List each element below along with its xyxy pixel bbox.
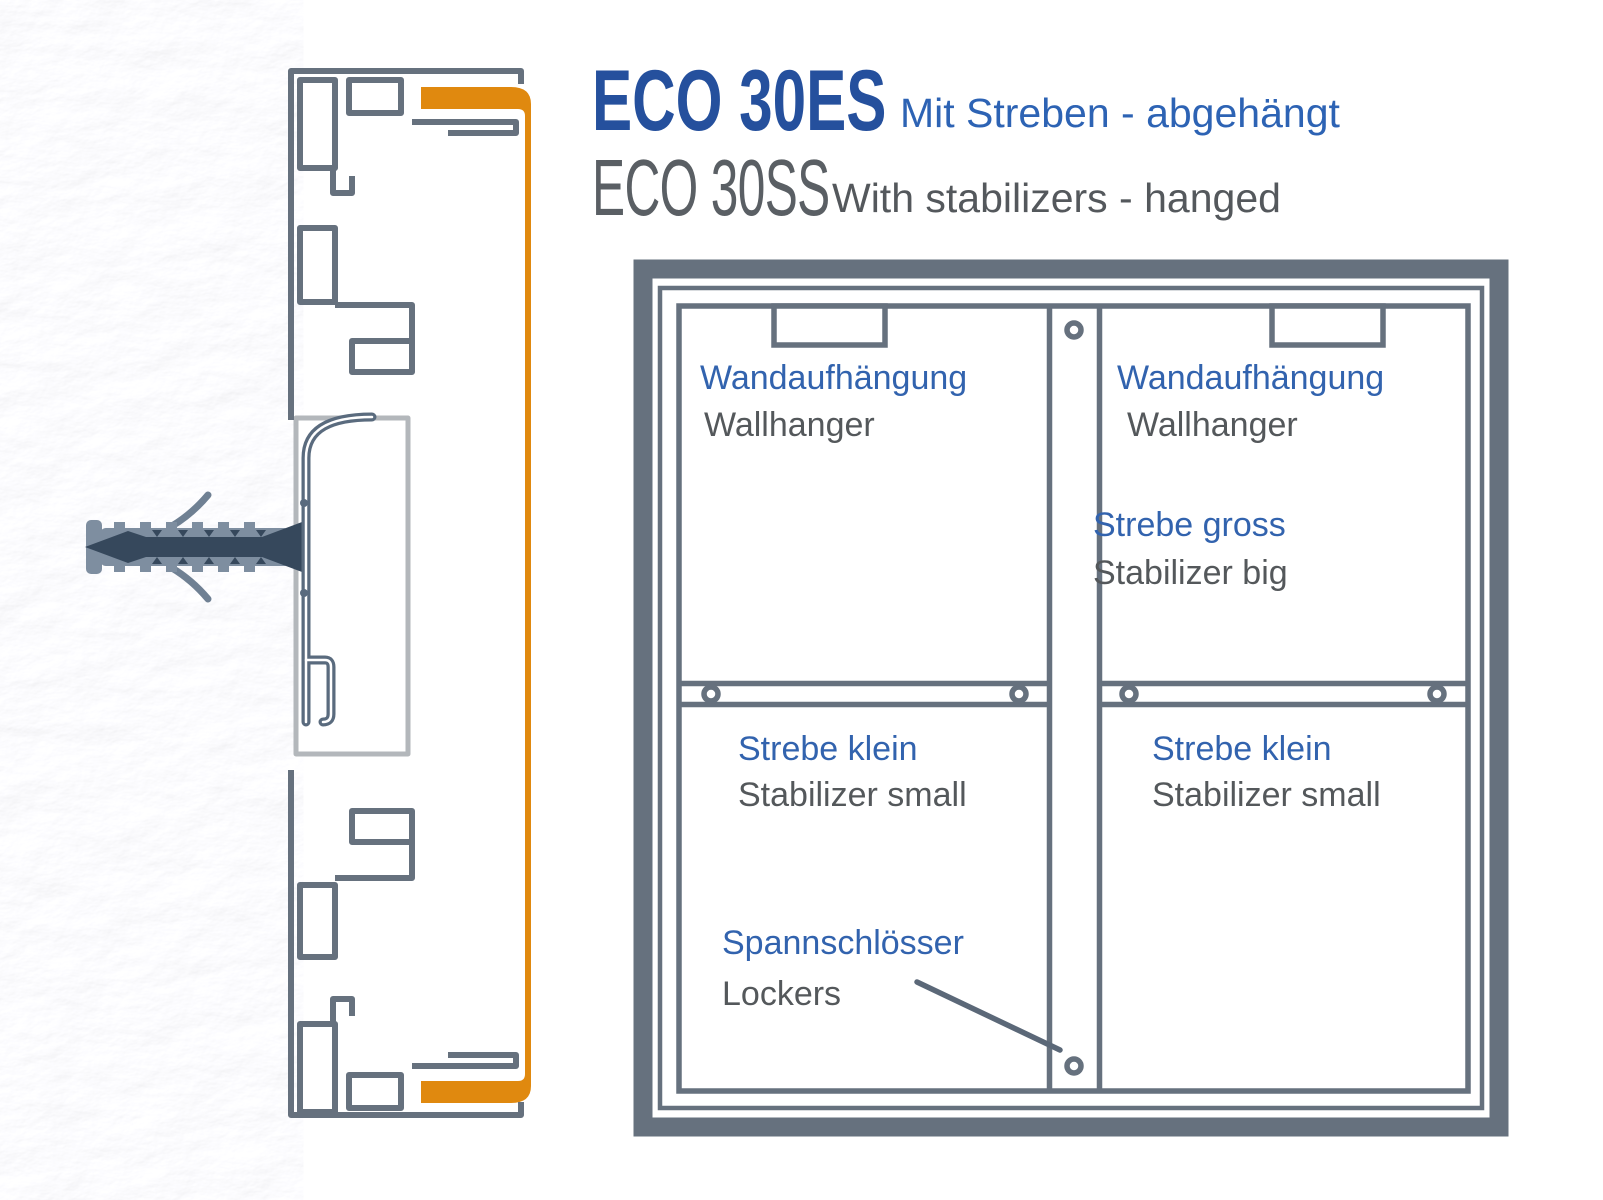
mounting-profile-cross-section: [291, 71, 531, 1115]
chamber-b-top: [349, 80, 401, 113]
wallhanger-notch-left: [774, 306, 885, 345]
chamber-hook-bottom: [333, 999, 352, 1024]
label-stabilizer-small-left-en: Stabilizer small: [738, 776, 967, 814]
chamber-a-top: [300, 80, 335, 168]
label-stabilizer-small-right-en: Stabilizer small: [1152, 776, 1381, 814]
label-stabilizer-big-de: Strebe gross: [1093, 506, 1286, 544]
screw-icon: [1067, 1059, 1081, 1073]
label-lockers-en: Lockers: [722, 975, 842, 1013]
chamber-hook-top: [333, 168, 352, 193]
chamber-a-bottom: [300, 1024, 335, 1112]
product-tagline-de: Mit Streben - abgehängt: [900, 90, 1340, 136]
label-stabilizer-small-left-de: Strebe klein: [738, 730, 918, 768]
screw-icon: [1012, 687, 1026, 701]
label-wallhanger-left-de: Wandaufhängung: [700, 359, 968, 397]
channel-lip-bottom: [412, 1055, 516, 1066]
label-stabilizer-small-right-de: Strebe klein: [1152, 730, 1332, 768]
wall-cross-section: [8, 6, 289, 1196]
screw-icon: [1067, 323, 1081, 337]
label-wallhanger-left-en: Wallhanger: [704, 406, 875, 444]
chamber-c-bottom: [300, 885, 335, 957]
wall-texture: [8, 6, 289, 1196]
back-panel: [296, 418, 408, 754]
label-lockers-de: Spannschlösser: [722, 924, 964, 962]
screw-icon: [1430, 687, 1444, 701]
label-wallhanger-right-de: Wandaufhängung: [1117, 359, 1385, 397]
hook-nub-upper: [300, 499, 308, 507]
product-title-de: ECO 30ES: [592, 53, 887, 149]
screw-icon: [1122, 687, 1136, 701]
channel-lip-top: [412, 122, 516, 133]
chamber-b-bottom: [349, 1075, 401, 1108]
product-title-en: ECO 30SS: [592, 143, 830, 232]
product-tagline-en: With stabilizers - hanged: [832, 175, 1281, 221]
label-wallhanger-right-en: Wallhanger: [1127, 406, 1298, 444]
label-stabilizer-big-en: Stabilizer big: [1093, 554, 1288, 592]
textile-insert-orange: [421, 87, 531, 1103]
shelf-top: [335, 305, 412, 372]
hook-nub-lower: [300, 589, 308, 597]
screw-icon: [704, 687, 718, 701]
shelf-bottom: [335, 811, 412, 878]
wallhanger-notch-right: [1272, 306, 1383, 345]
chamber-c-top: [300, 228, 335, 302]
